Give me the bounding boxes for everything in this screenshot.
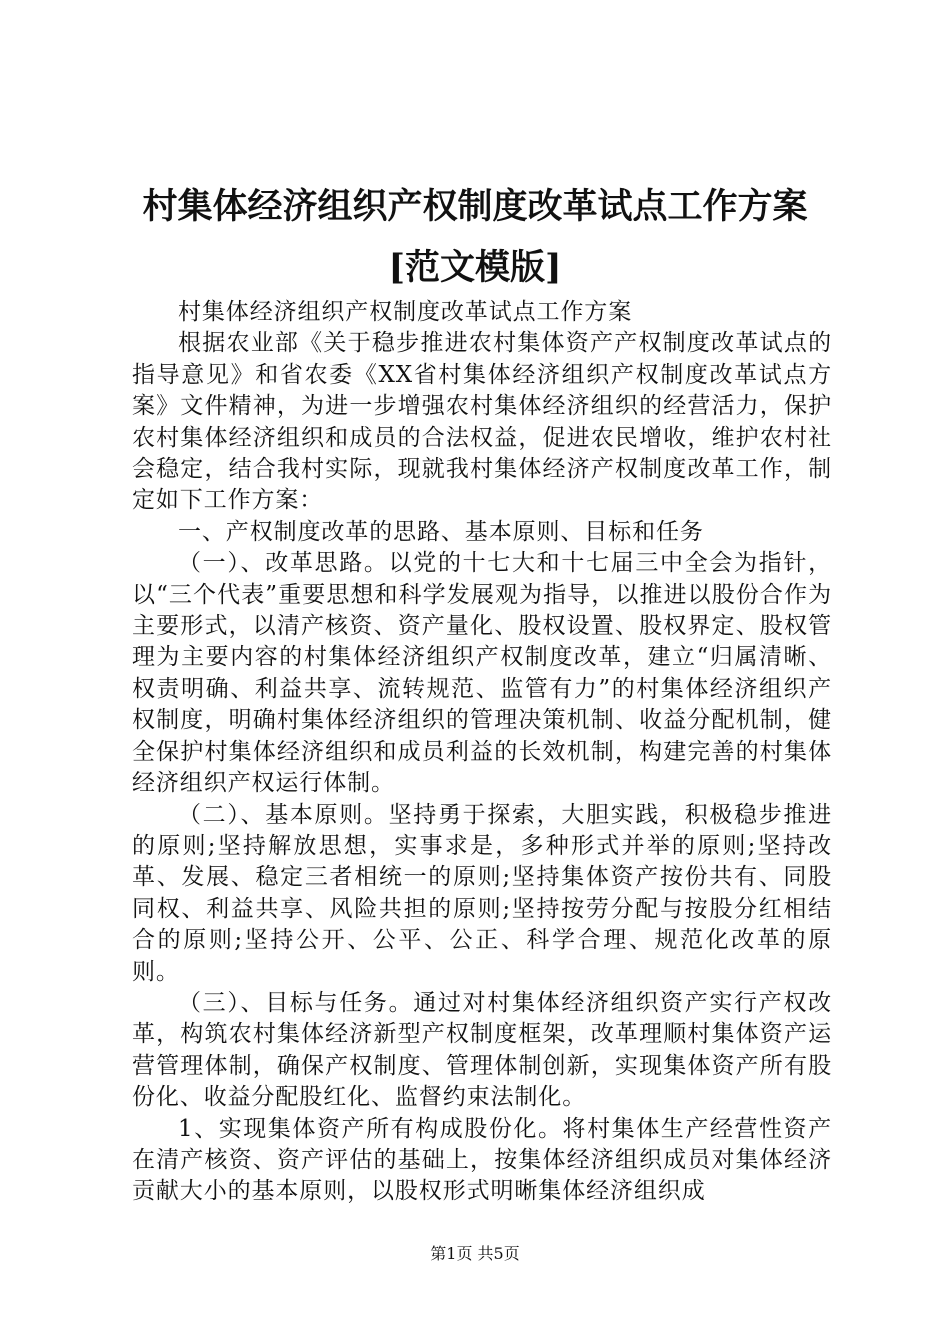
document-title-suffix: [范文模版] [388, 247, 562, 288]
paragraph-item-1: 1、实现集体资产所有构成股份化。将村集体生产经营性资产在清产核资、资产评估的基础上，按集体经济组织成员对集体经济贡献大小的基本原则，以股权形式明晰集体经济组织成 [132, 1115, 832, 1205]
paragraph-intro: 根据农业部《关于稳步推进农村集体资产产权制度改革试点的指导意见》和省农委《XX省村集体经济组织产权制度改革试点方案》文件精神，为进一步增强农村集体经济组织的经营活力，保护农村集体经济组织和成员的合法权益，促进农民增收，维护农村社会稳定，结合我村实际，现就我村集体经济产权制度改革工作，制定如下工作方案： [132, 330, 832, 514]
paragraph-reform-ideas: （一）、改革思路。以党的十七大和十七届三中全会为指针，以“三个代表”重要思想和科学发展观为指导，以推进以股份合作为主要形式，以清产核资、资产量化、股权设置、股权界定、股权管理为主要内容的村集体经济组织产权制度改革，建立“归属清晰、权责明确、利益共享、流转规范、监管有力”的村集体经济组织产权制度，明确村集体经济组织的管理决策机制、收益分配机制，健全保护村集体经济组织和成员利益的长效机制，构建完善的村集体经济组织产权运行体制。 [132, 550, 832, 797]
page-footer: 第1页 共5页 [430, 1244, 520, 1263]
section-heading: 一、产权制度改革的思路、基本原则、目标和任务 [178, 518, 704, 545]
paragraph-principles: （二）、基本原则。坚持勇于探索，大胆实践，积极稳步推进的原则;坚持解放思想，实事求是，多种形式并举的原则;坚持改革、发展、稳定三者相统一的原则;坚持集体资产按份共有、同股同权、利益共享、风险共担的原则;坚持按劳分配与按股分红相结合的原则;坚持公开、公平、公正、科学合理、规范化改革的原则。 [132, 801, 832, 985]
document-body [132, 297, 832, 1208]
paragraph-heading: 村集体经济组织产权制度改革试点工作方案 [178, 299, 633, 325]
document-title: 村集体经济组织产权制度改革试点工作方案 [142, 186, 808, 227]
paragraph-goals: （三）、目标与任务。通过对村集体经济组织资产实行产权改革，构筑农村集体经济新型产权制度框架，改革理顺村集体资产运营管理体制，确保产权制度、管理体制创新，实现集体资产所有股份化、收益分配股红化、监督约束法制化。 [132, 989, 832, 1111]
